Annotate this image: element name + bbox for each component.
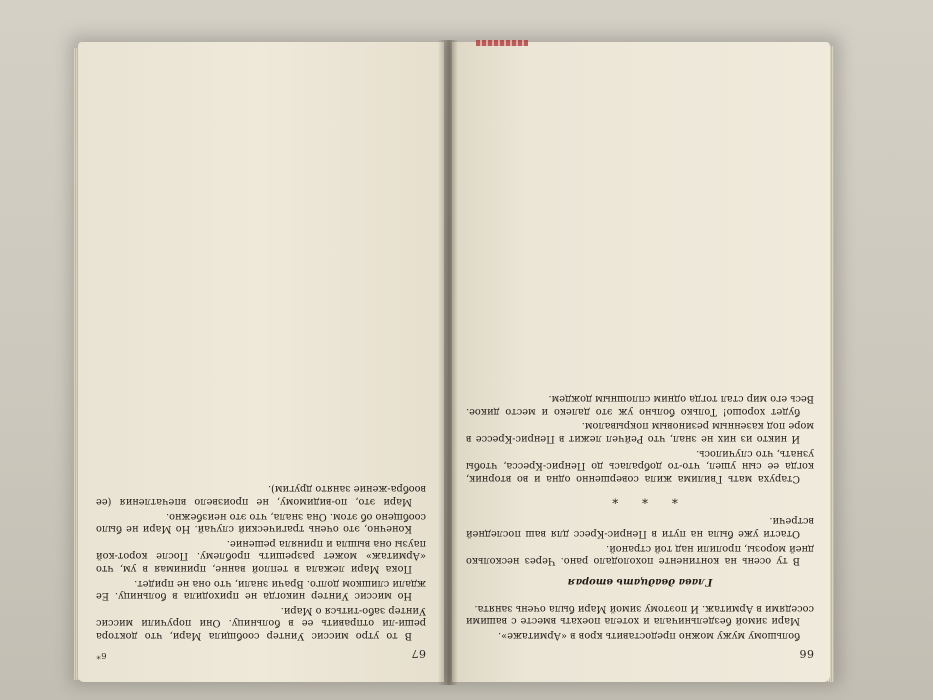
paragraph: будет хорошо! Только больно уж это далеко и место дикое. Весь его мир стал тогда одним сплошным дождем.: [466, 393, 814, 417]
paragraph: И никто из них не знал, что Рейчел лежит в Пенрис-Крессе в море под казенным резиновым покрывалом.: [466, 420, 814, 445]
section-separator: * * *: [602, 491, 678, 506]
paragraph: Пока Мари лежала в теплой ванне, принимая в ум, что «Армитаж» может разрешить проблему. После корот-кой паузы она вышла и приняла решение.: [96, 537, 426, 575]
left-page-folio: [96, 647, 426, 660]
paragraph: Конечно, это очень трагический случай. Но Мари не было сообщено об этом. Она знала, что это неизбежно.: [96, 510, 426, 535]
paragraph: Отасти уже была на пути в Пенрис-Кресс для ваш последней встречи.: [466, 515, 814, 540]
paragraph: В ту осень на континенте похолодало рано. Через несколько дней морозы, пролили над той страной.: [466, 542, 814, 567]
left-page-text: [96, 60, 426, 660]
paragraph: Но миссис Уинтер никогда не приходила в больницу. Ее ждали слишком долго. Врачи знали, что она не придет.: [96, 577, 426, 602]
left-page-number: 67: [411, 647, 426, 660]
right-page-folio: [466, 647, 814, 660]
paragraph: большому мужу можно предоставить кров в «Армитаже».: [498, 630, 800, 641]
right-page-number: 66: [799, 647, 814, 660]
paragraph: Мари зимой бездельничала и хотела поехать вместе с вашими соседями в Армитаж. И поэтому зимой Мари была очень занята.: [466, 602, 814, 627]
right-page-text: [466, 60, 814, 660]
chapter-heading: Глава двадцать вторая: [567, 576, 713, 588]
paragraph: Старуха мать Гвилима жила совершенно одна и во вторник, когда ее сын ушел, что-то добралась до Пенрис-Кресса, чтобы узнать, что случилось.: [466, 447, 814, 484]
book-spine: [438, 40, 458, 685]
paragraph: Мари это, по-видимому, не произвело впечатления (ее вообра-жение занято другим).: [96, 483, 426, 508]
left-page-running-head: 6*: [96, 650, 107, 660]
bookmark-ribbon: [476, 40, 528, 46]
paragraph: В то утро миссис Уинтер сообщила Мари, что доктора реши-ли отправить ее в больницу. Они поручили миссис Уинтер забо-титься о Мари.: [96, 604, 426, 641]
